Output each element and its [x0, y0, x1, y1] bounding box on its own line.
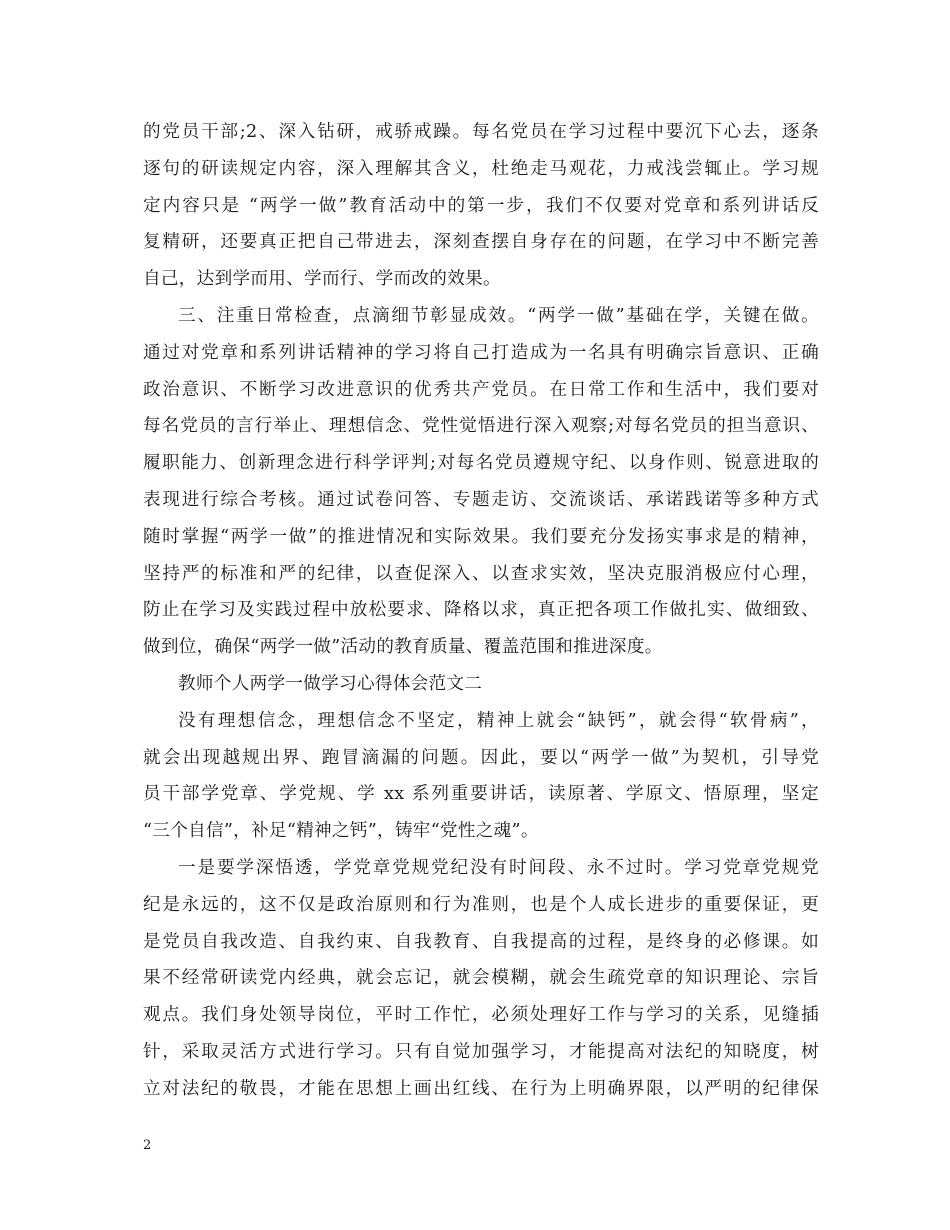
- text-line: 复精研，还要真正把自己带进去，深刻查摆自身存在的问题，在学习中不断完善: [143, 232, 819, 253]
- text-line: 员干部学党章、学党规、学 xx 系列重要讲话，读原著、学原文、悟原理，坚定: [143, 784, 819, 805]
- text-line: 三、注重日常检查，点滴细节彰显成效。“两学一做”基础在学，关键在做。: [178, 305, 819, 326]
- text-line: 政治意识、不断学习改进意识的优秀共产党员。在日常工作和生活中，我们要对: [143, 379, 819, 400]
- text-line: “三个自信”，补足“精神之钙”，铸牢“党性之魂”。: [143, 821, 539, 842]
- text-line: 定内容只是 “两学一做”教育活动中的第一步，我们不仅要对党章和系列讲话反: [143, 195, 819, 216]
- text-line: 果不经常研读党内经典，就会忘记，就会模糊，就会生疏党章的知识理论、宗旨: [143, 968, 819, 989]
- text-line: 就会出现越规出界、跑冒滴漏的问题。因此，要以“两学一做”为契机，引导党: [143, 747, 819, 768]
- text-line: 防止在学习及实践过程中放松要求、降格以求，真正把各项工作做扎实、做细致、: [143, 600, 819, 621]
- text-line: 做到位，确保“两学一做”活动的教育质量、覆盖范围和推进深度。: [143, 637, 663, 658]
- text-line: 表现进行综合考核。通过试卷问答、专题走访、交流谈话、承诺践诺等多种方式: [143, 489, 819, 510]
- document-body: [143, 114, 819, 1108]
- text-line: 每名党员的言行举止、理想信念、党性觉悟进行深入观察;对每名党员的担当意识、: [143, 416, 819, 437]
- page-number: 2: [143, 1138, 152, 1153]
- text-line: 通过对党章和系列讲话精神的学习将自己打造成为一名具有明确宗旨意识、正确: [143, 342, 819, 363]
- text-line: 教师个人两学一做学习心得体会范文二: [178, 673, 483, 694]
- text-line: 一是要学深悟透，学党章党规党纪没有时间段、永不过时。学习党章党规党: [178, 857, 819, 878]
- text-line: 逐句的研读规定内容，深入理解其含义，杜绝走马观花，力戒浅尝辄止。学习规: [143, 158, 819, 179]
- text-line: 自己，达到学而用、学而行、学而改的效果。: [143, 269, 501, 290]
- text-line: 没有理想信念，理想信念不坚定，精神上就会“缺钙”，就会得“软骨病”，: [178, 710, 819, 731]
- text-line: 立对法纪的敬畏，才能在思想上画出红线、在行为上明确界限，以严明的纪律保: [143, 1078, 819, 1099]
- text-line: 是党员自我改造、自我约束、自我教育、自我提高的过程，是终身的必修课。如: [143, 931, 819, 952]
- text-line: 针，采取灵活方式进行学习。只有自觉加强学习，才能提高对法纪的知晓度，树: [143, 1041, 819, 1062]
- text-line: 的党员干部;2、深入钻研，戒骄戒躁。每名党员在学习过程中要沉下心去，逐条: [143, 122, 819, 142]
- text-line: 坚持严的标准和严的纪律，以查促深入、以查求实效，坚决克服消极应付心理，: [143, 563, 819, 584]
- text-line: 纪是永远的，这不仅是政治原则和行为准则，也是个人成长进步的重要保证，更: [143, 894, 819, 915]
- text-line: 履职能力、创新理念进行科学评判;对每名党员遵规守纪、以身作则、锐意进取的: [143, 453, 819, 474]
- text-line: 随时掌握“两学一做”的推进情况和实际效果。我们要充分发扬实事求是的精神，: [143, 526, 819, 547]
- text-line: 观点。我们身处领导岗位，平时工作忙，必须处理好工作与学习的关系，见缝插: [143, 1005, 819, 1026]
